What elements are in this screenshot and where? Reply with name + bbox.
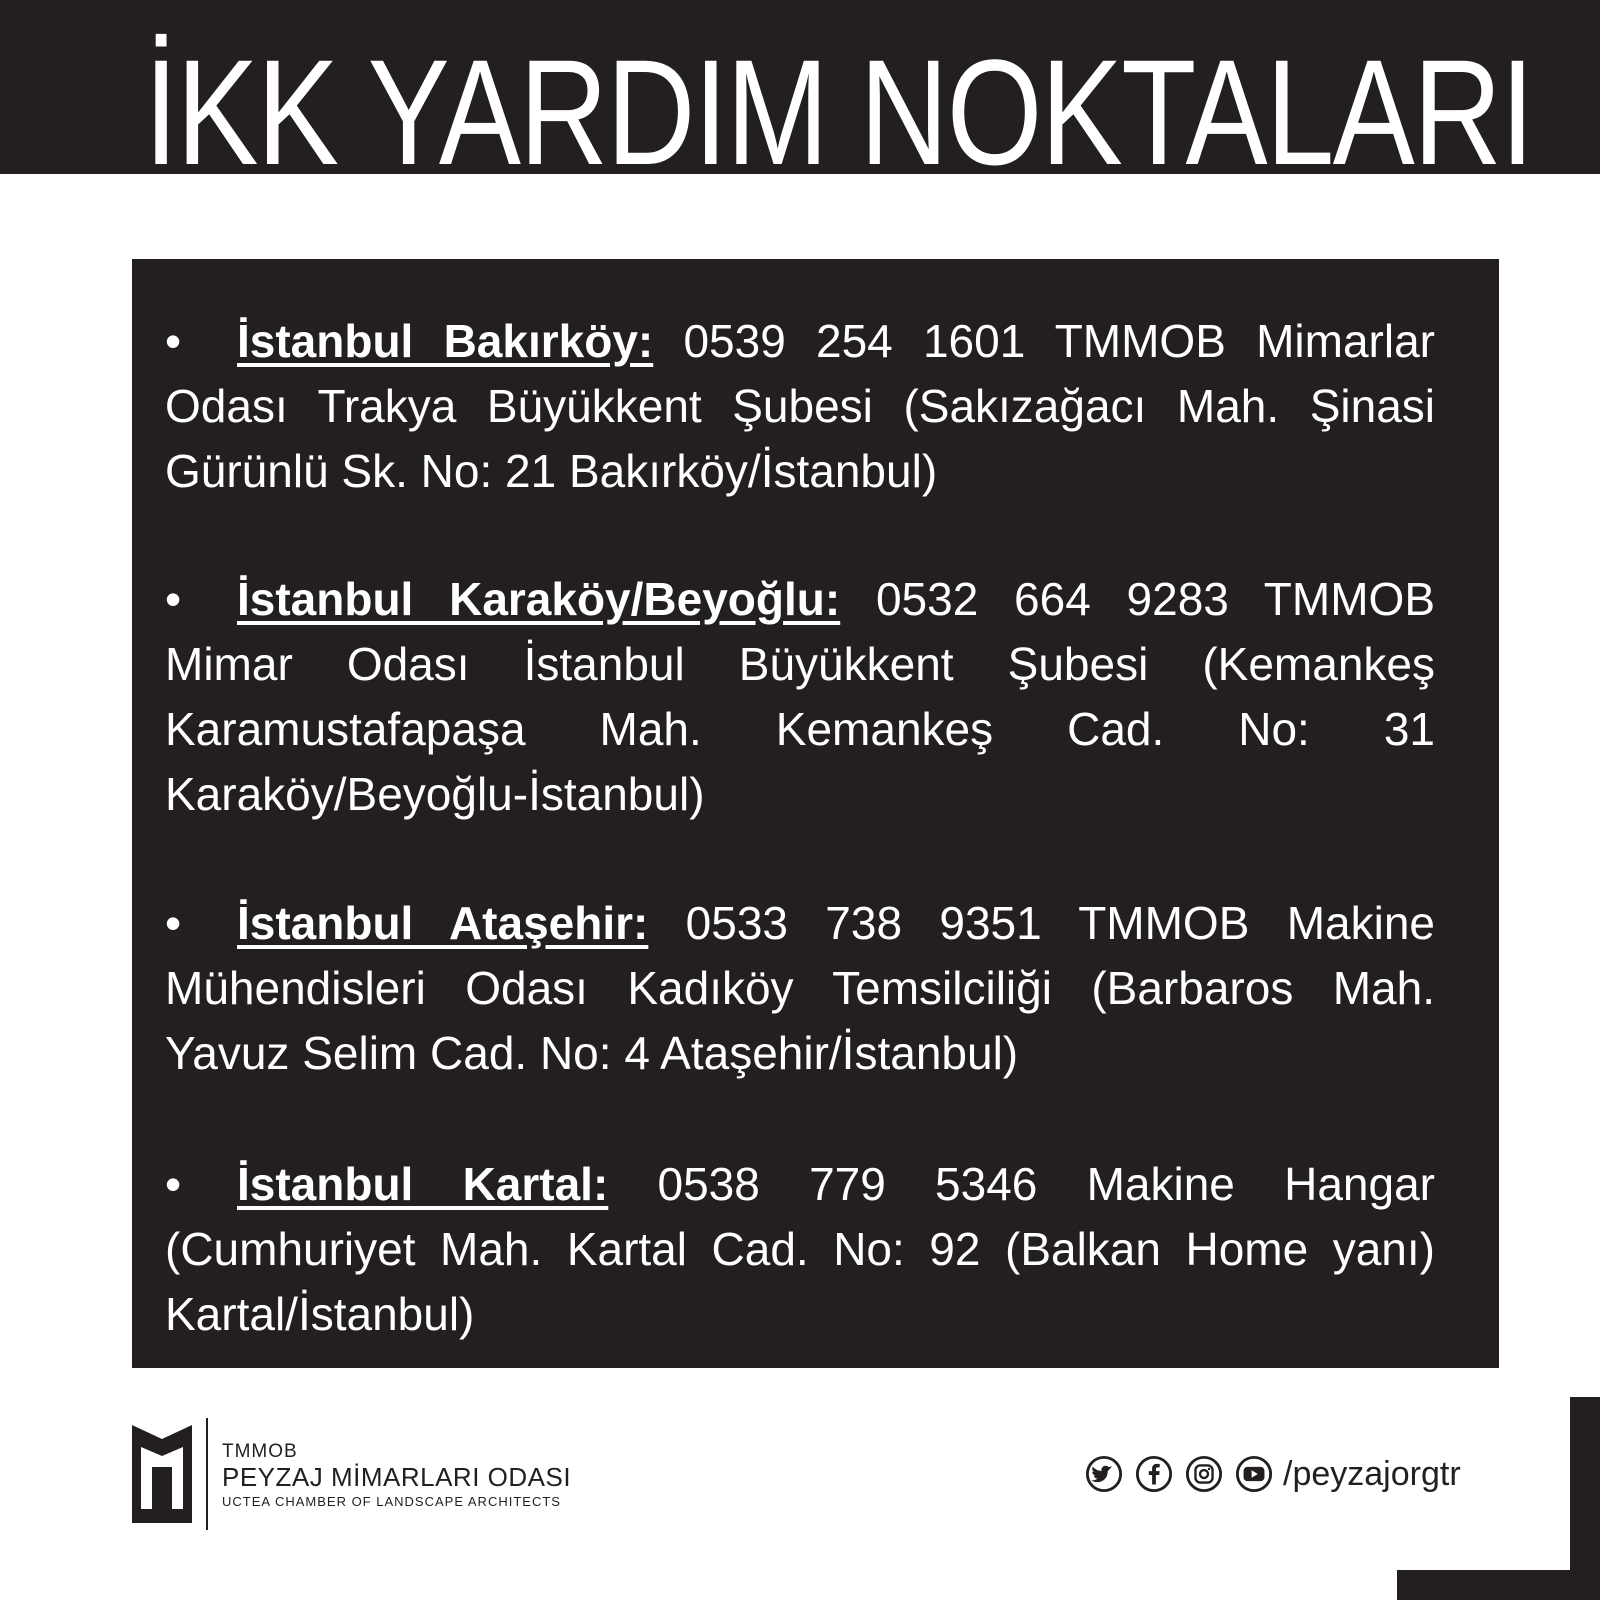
item-text: 0538 779 5346 Makine Hangar (Cumhuriyet Mah. Kartal Cad. No: 92 (Balkan Home yanı) Kartal/İstanbul) bbox=[165, 1158, 1435, 1340]
help-points-panel bbox=[132, 259, 1499, 1368]
bullet: • bbox=[165, 315, 182, 367]
org-subtitle: UCTEA CHAMBER OF LANDSCAPE ARCHITECTS bbox=[222, 1494, 561, 1509]
item-label: İstanbul Bakırköy: bbox=[237, 315, 654, 367]
instagram-icon[interactable] bbox=[1185, 1455, 1223, 1493]
footer-divider bbox=[206, 1418, 208, 1530]
item-label: İstanbul Ataşehir: bbox=[237, 897, 649, 949]
youtube-icon[interactable] bbox=[1235, 1455, 1273, 1493]
list-item bbox=[165, 1152, 1435, 1347]
item-text: 0533 738 9351 TMMOB Makine Mühendisleri Odası Kadıköy Temsilciliği (Barbaros Mah. Yavuz Selim Cad. No: 4 Ataşehir/İstanbul) bbox=[165, 897, 1435, 1079]
item-text: 0532 664 9283 TMMOB Mimar Odası İstanbul Büyükkent Şubesi (Kemankeş Karamustafapaşa Mah. Kemankeş Cad. No: 31 Karaköy/Beyoğlu-İstanbul) bbox=[165, 573, 1436, 820]
item-label: İstanbul Kartal: bbox=[237, 1158, 609, 1210]
org-abbreviation: TMMOB bbox=[222, 1441, 298, 1462]
item-label: İstanbul Karaköy/Beyoğlu: bbox=[237, 573, 841, 625]
bullet: • bbox=[165, 1158, 182, 1210]
facebook-icon[interactable] bbox=[1135, 1455, 1173, 1493]
list-item bbox=[165, 891, 1435, 1086]
list-item bbox=[165, 567, 1435, 827]
bullet: • bbox=[165, 573, 182, 625]
social-links bbox=[1085, 1453, 1461, 1495]
list-item bbox=[165, 309, 1435, 504]
header-bar bbox=[0, 0, 1600, 174]
chamber-logo-icon bbox=[132, 1425, 192, 1523]
org-name: PEYZAJ MİMARLARI ODASI bbox=[222, 1462, 572, 1492]
bullet: • bbox=[165, 897, 182, 949]
social-handle[interactable]: /peyzajorgtr bbox=[1283, 1454, 1461, 1493]
corner-bracket-horizontal bbox=[1397, 1570, 1600, 1600]
item-text: 0539 254 1601 TMMOB Mimarlar Odası Trakya Büyükkent Şubesi (Sakızağacı Mah. Şinasi Gürünlü Sk. No: 21 Bakırköy/İstanbul) bbox=[165, 315, 1435, 497]
page-title: İKK YARDIM NOKTALARI bbox=[144, 28, 1533, 174]
twitter-icon[interactable] bbox=[1085, 1455, 1123, 1493]
